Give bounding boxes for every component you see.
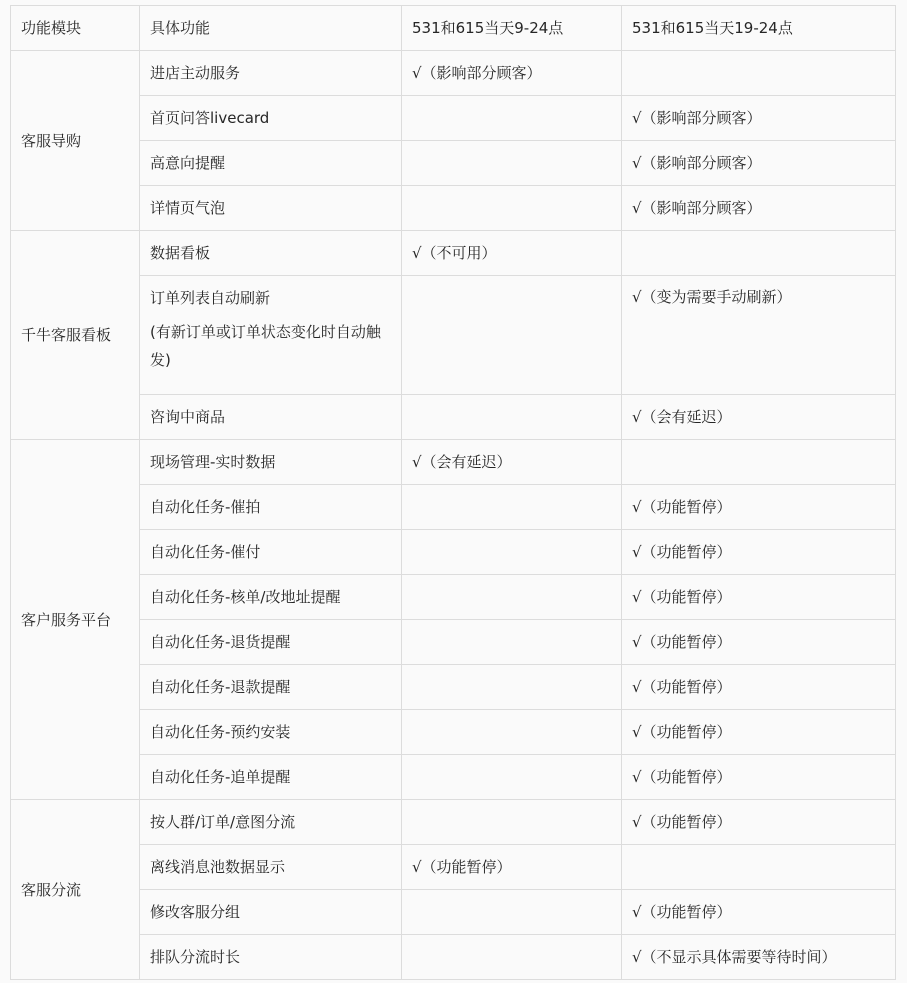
feature-cell: 自动化任务-追单提醒 [140,755,402,800]
feature-cell: 自动化任务-退款提醒 [140,665,402,710]
value-cell-b: √（会有延迟） [622,395,896,440]
feature-cell: 首页问答livecard [140,96,402,141]
feature-cell [140,276,402,395]
value-cell-b: √（功能暂停） [622,485,896,530]
value-cell-a [402,890,622,935]
value-cell-a [402,710,622,755]
feature-cell: 自动化任务-催拍 [140,485,402,530]
value-cell-a [402,186,622,231]
table-row [11,186,896,231]
table-row [11,231,896,276]
table-row [11,440,896,485]
value-cell-b [622,440,896,485]
value-cell-b: √（影响部分顾客） [622,186,896,231]
value-cell-b: √（影响部分顾客） [622,96,896,141]
value-cell-a [402,276,622,395]
value-cell-a [402,575,622,620]
value-cell-b: √（变为需要手动刷新） [622,276,896,395]
value-cell-a [402,395,622,440]
value-cell-b: √（功能暂停） [622,755,896,800]
value-cell-a [402,485,622,530]
table-row [11,800,896,845]
value-cell-b: √（功能暂停） [622,710,896,755]
feature-cell: 数据看板 [140,231,402,276]
module-cell: 客户服务平台 [11,440,140,800]
module-cell: 客服分流 [11,800,140,980]
value-cell-b: √（功能暂停） [622,665,896,710]
table-row [11,665,896,710]
value-cell-a [402,665,622,710]
feature-cell: 详情页气泡 [140,186,402,231]
feature-cell: 排队分流时长 [140,935,402,980]
value-cell-b: √（功能暂停） [622,575,896,620]
feature-cell: 自动化任务-核单/改地址提醒 [140,575,402,620]
header-col-a: 531和615当天9-24点 [402,6,622,51]
value-cell-a [402,96,622,141]
table-header-row [11,6,896,51]
table-row [11,620,896,665]
feature-cell: 自动化任务-退货提醒 [140,620,402,665]
table-row [11,141,896,186]
table-row [11,575,896,620]
value-cell-a [402,755,622,800]
feature-cell: 高意向提醒 [140,141,402,186]
value-cell-b [622,231,896,276]
value-cell-a [402,141,622,186]
table-row [11,276,896,395]
value-cell-a [402,530,622,575]
header-feature: 具体功能 [140,6,402,51]
value-cell-a: √（功能暂停） [402,845,622,890]
feature-cell: 自动化任务-预约安装 [140,710,402,755]
feature-cell: 自动化任务-催付 [140,530,402,575]
value-cell-a: √（不可用） [402,231,622,276]
module-cell: 千牛客服看板 [11,231,140,440]
feature-cell: 离线消息池数据显示 [140,845,402,890]
table-row [11,530,896,575]
module-cell: 客服导购 [11,51,140,231]
value-cell-a: √（会有延迟） [402,440,622,485]
value-cell-b: √（功能暂停） [622,620,896,665]
value-cell-b: √（功能暂停） [622,530,896,575]
feature-cell: 进店主动服务 [140,51,402,96]
feature-cell: 咨询中商品 [140,395,402,440]
table-row [11,755,896,800]
value-cell-a: √（影响部分顾客） [402,51,622,96]
table-row [11,485,896,530]
value-cell-a [402,935,622,980]
value-cell-b [622,51,896,96]
value-cell-b [622,845,896,890]
feature-cell: 按人群/订单/意图分流 [140,800,402,845]
value-cell-a [402,800,622,845]
value-cell-a [402,620,622,665]
table-row [11,890,896,935]
feature-title: 订单列表自动刷新 [150,289,271,307]
header-module: 功能模块 [11,6,140,51]
table-row [11,96,896,141]
value-cell-b: √（影响部分顾客） [622,141,896,186]
table-row [11,845,896,890]
value-cell-b: √（功能暂停） [622,800,896,845]
feature-note: (有新订单或订单状态变化时自动触发) [150,323,381,369]
table-row [11,51,896,96]
table-row [11,710,896,755]
function-impact-table [10,5,896,980]
feature-cell: 现场管理-实时数据 [140,440,402,485]
feature-cell: 修改客服分组 [140,890,402,935]
header-col-b: 531和615当天19-24点 [622,6,896,51]
value-cell-b: √（功能暂停） [622,890,896,935]
table-row [11,935,896,980]
value-cell-b: √（不显示具体需要等待时间） [622,935,896,980]
table-row [11,395,896,440]
